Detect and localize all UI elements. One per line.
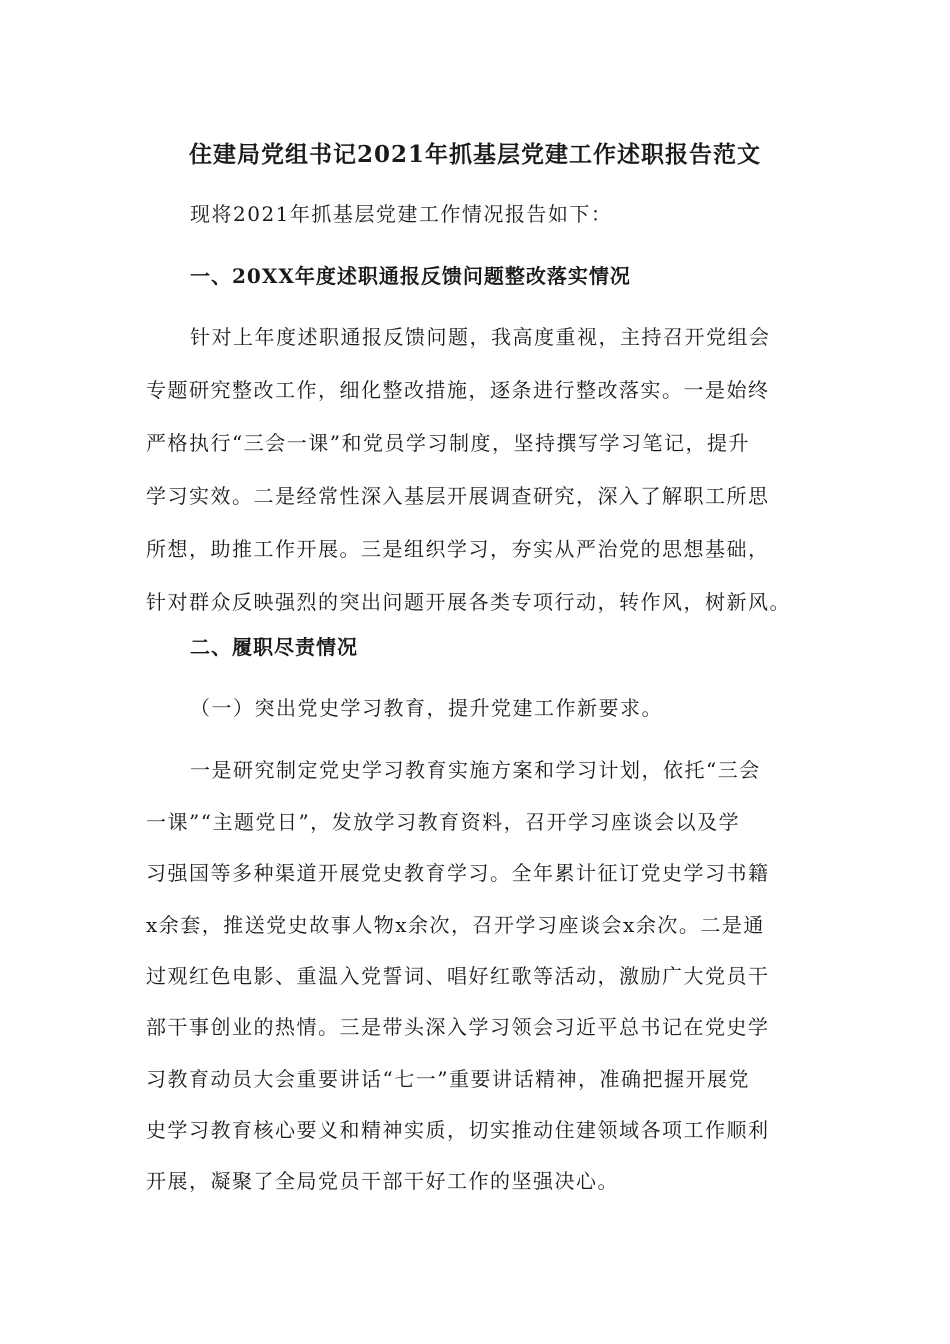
section1-heading: 一、20XX年度述职通报反馈问题整改落实情况 (190, 264, 631, 288)
section2-line: 开展，凝聚了全局党员干部干好工作的坚强决心。 (146, 1169, 619, 1193)
document-title: 住建局党组书记2021年抓基层党建工作述职报告范文 (188, 141, 761, 168)
section1-line: 专题研究整改工作，细化整改措施，逐条进行整改落实。一是始终 (146, 378, 770, 402)
section2-line: 过观红色电影、重温入党誓词、唱好红歌等活动，激励广大党员干 (146, 964, 770, 988)
section2-line: 部干事创业的热情。三是带头深入学习领会习近平总书记在党史学 (146, 1015, 770, 1039)
section2-line: 习强国等多种渠道开展党史教育学习。全年累计征订党史学习书籍 (146, 861, 770, 885)
section1-line: 所想，助推工作开展。三是组织学习，夯实从严治党的思想基础， (146, 537, 770, 561)
section1-line: 针对群众反映强烈的突出问题开展各类专项行动，转作风，树新风。 (146, 590, 791, 614)
section1-line: 针对上年度述职通报反馈问题，我高度重视，主持召开党组会 (190, 325, 771, 349)
intro-paragraph: 现将2021年抓基层党建工作情况报告如下： (190, 202, 613, 226)
section2-line: 一是研究制定党史学习教育实施方案和学习计划，依托“三会 (190, 758, 761, 782)
section2-line: 习教育动员大会重要讲话“七一”重要讲话精神，准确把握开展党 (146, 1067, 750, 1091)
section2-line: 一课”“主题党日”，发放学习教育资料，召开学习座谈会以及学 (146, 810, 741, 834)
section2-line: 史学习教育核心要义和精神实质，切实推动住建领域各项工作顺利 (146, 1118, 770, 1142)
section2-line: x余套，推送党史故事人物x余次，召开学习座谈会x余次。二是通 (146, 913, 765, 937)
section1-line: 严格执行“三会一课”和党员学习制度，坚持撰写学习笔记，提升 (146, 431, 750, 455)
section1-line: 学习实效。二是经常性深入基层开展调查研究，深入了解职工所思 (146, 484, 770, 508)
section2-subheading: （一）突出党史学习教育，提升党建工作新要求。 (190, 696, 663, 720)
section2-heading: 二、履职尽责情况 (190, 635, 358, 659)
